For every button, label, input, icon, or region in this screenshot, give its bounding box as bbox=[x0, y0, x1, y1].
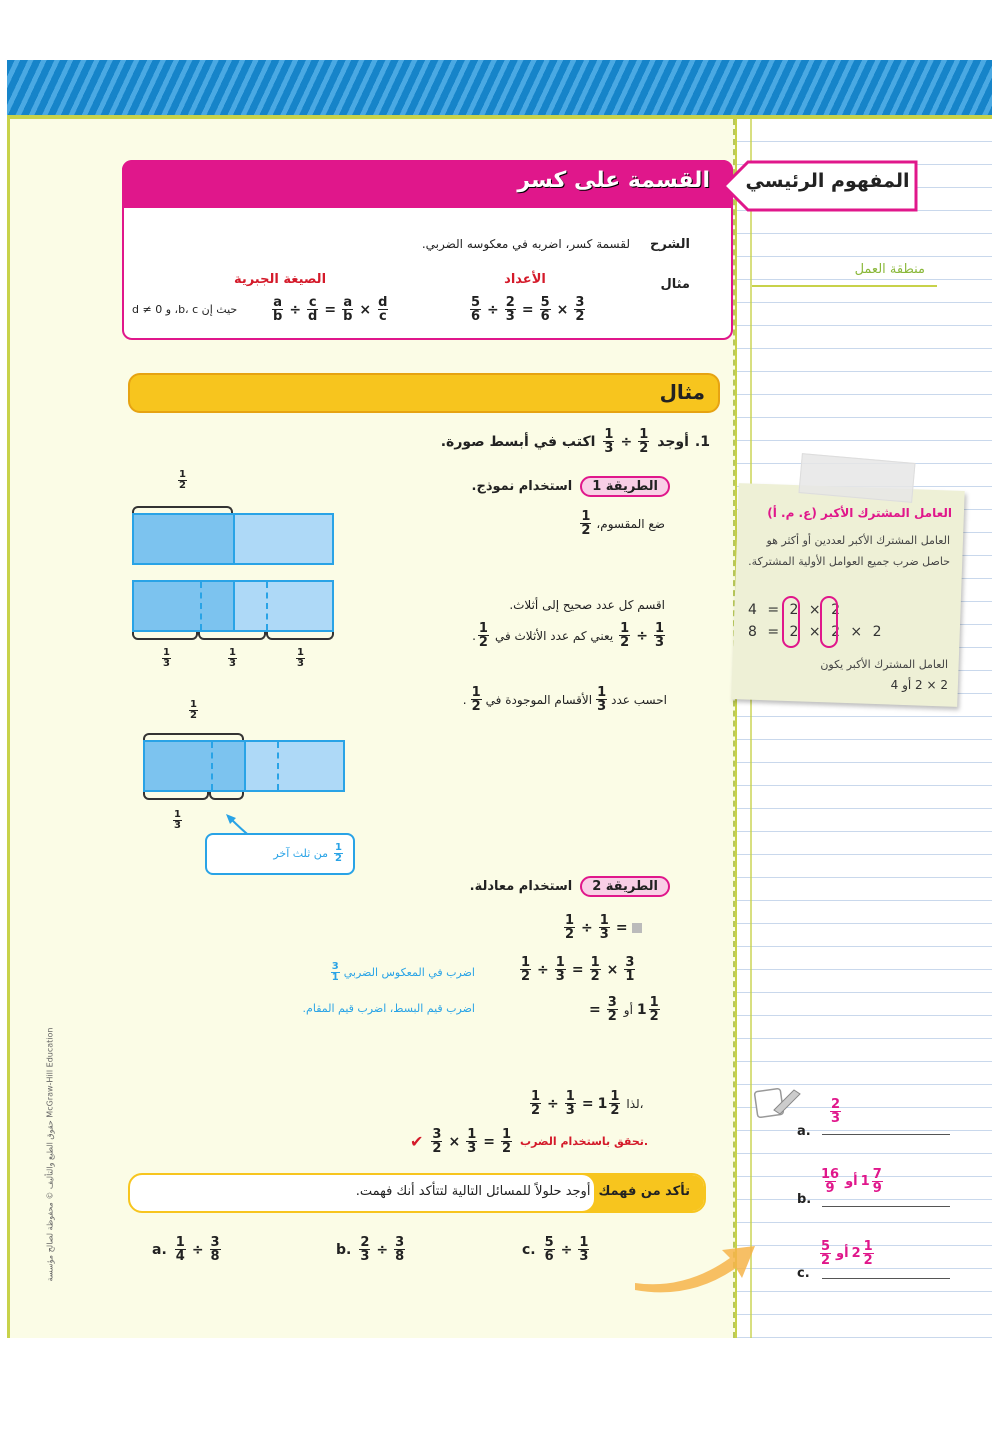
answer-a: $\frac{2}{3}$ bbox=[831, 1097, 841, 1126]
note-title: العامل المشترك الأكبر (ع. م. أ) bbox=[767, 506, 952, 520]
notebook-margin-line bbox=[750, 119, 752, 1338]
exercise-b: b. $\frac{2}{3}$ ÷ $\frac{3}{8}$ bbox=[336, 1235, 405, 1264]
answer-a-line bbox=[822, 1134, 950, 1135]
words-text: لقسمة كسر، اضربه في معكوسه الضربي. bbox=[421, 237, 630, 251]
algebra-example: $\frac{a}{b}$ ÷ $\frac{c}{d}$ = $\frac{a}{b}$ × $\frac{d}{c}$ bbox=[273, 295, 388, 324]
note-footer: العامل المشترك الأكبر يكون bbox=[820, 658, 948, 671]
model3-brace-2 bbox=[209, 792, 244, 800]
check-header bbox=[240, 1184, 690, 1199]
model2-label-3: $\frac{1}{3}$ bbox=[297, 647, 304, 669]
answer-a-label: a. bbox=[797, 1124, 811, 1139]
words-label: الشرح bbox=[649, 237, 690, 252]
eq-line-3: = $\frac{3}{2}$ أو 1 $\frac{1}{2}$ bbox=[589, 995, 659, 1024]
method2-note1: اضرب في المعكوس الضربي $\frac{3}{1}$ bbox=[331, 961, 475, 983]
method1-step3-text: احسب عدد bbox=[611, 692, 667, 707]
method1-step1-text: ضع المقسوم، bbox=[596, 516, 665, 531]
model3-top-label: $\frac{1}{2}$ bbox=[190, 699, 197, 721]
example-label: مثال bbox=[660, 277, 690, 292]
pencil-icon bbox=[752, 1084, 804, 1124]
answer-c: $\frac{5}{2}$ أو 2 $\frac{1}{2}$ bbox=[821, 1239, 873, 1268]
exercise-a: a. $\frac{1}{4}$ ÷ $\frac{3}{8}$ bbox=[152, 1235, 220, 1264]
exercise-c: c. $\frac{5}{6}$ ÷ $\frac{1}{3}$ bbox=[522, 1235, 589, 1264]
method1-pill: الطريقة 1 bbox=[580, 476, 670, 497]
concept-tab-label: المفهوم الرئيسي bbox=[745, 170, 910, 192]
model2-brace-3 bbox=[266, 632, 334, 640]
answer-b-line bbox=[822, 1206, 950, 1207]
problem-1: 1. أوجد $\frac{1}{2}$ ÷ $\frac{1}{3}$ اكتب في أبسط صورة. bbox=[440, 427, 710, 456]
method2-note2: اضرب قيم البسط، اضرب قيم المقام. bbox=[302, 1002, 475, 1015]
work-zone-label: منطقة العمل bbox=[854, 262, 925, 277]
concept-title: القسمة على كسر bbox=[517, 168, 710, 193]
notebook-sidebar bbox=[735, 119, 992, 1338]
method2-note1-text: اضرب في المعكوس الضربي bbox=[343, 966, 475, 979]
method1-step1: ضع المقسوم، $\frac{1}{2}$ bbox=[581, 509, 665, 538]
method1-step2: اقسم كل عدد صحيح إلى أثلاث. bbox=[509, 598, 665, 612]
method1-step3: احسب عدد $\frac{1}{3}$ الأقسام الموجودة في $\frac{1}{2}$ . bbox=[462, 685, 667, 714]
answer-c-label: c. bbox=[797, 1266, 810, 1281]
method1-step2b: $\frac{1}{3}$ ÷ $\frac{1}{2}$ يعني كم عدد الأثلاث في $\frac{1}{2}$ . bbox=[472, 621, 664, 650]
model2-brace-2 bbox=[198, 632, 266, 640]
eq-line-1: $\frac{1}{2}$ ÷ $\frac{1}{3}$ = bbox=[562, 914, 642, 941]
answer-c-line bbox=[822, 1278, 950, 1279]
eq-line-2: $\frac{1}{2}$ ÷ $\frac{1}{3}$ = $\frac{1}{2}$ × $\frac{3}{1}$ bbox=[521, 955, 635, 984]
callout-text: $\frac{1}{2}$ من ثلث آخر bbox=[273, 842, 342, 864]
answers-arrow bbox=[630, 1228, 760, 1298]
method1-heading bbox=[420, 476, 670, 497]
example-header: مثال bbox=[659, 380, 705, 404]
check-header-b: أوجد حلولاً للمسائل التالية لتتأكد أنك فهمت. bbox=[355, 1184, 591, 1199]
callout-label: من ثلث آخر bbox=[273, 847, 329, 860]
method2-title: استخدام معادلة. bbox=[469, 879, 573, 894]
model1-bar bbox=[132, 513, 334, 565]
numbers-label: الأعداد bbox=[504, 272, 546, 287]
so-label: لذا، bbox=[626, 1096, 644, 1111]
algebra-label: الصيغة الجبرية bbox=[233, 272, 327, 287]
work-zone-underline bbox=[752, 285, 937, 287]
method2-pill: الطريقة 2 bbox=[580, 876, 670, 897]
algebra-condition: حيث إن b، c، و d ≠ 0 bbox=[132, 303, 238, 316]
so-line: $\frac{1}{2}$ ÷ $\frac{1}{3}$ = 1 $\frac{1}{2}$ لذا، bbox=[531, 1089, 644, 1118]
method2-heading bbox=[420, 876, 670, 897]
model2-label-1: $\frac{1}{3}$ bbox=[163, 647, 170, 669]
note-result: 2 × 2 أو 4 bbox=[890, 678, 948, 692]
model3-brace-1 bbox=[143, 792, 209, 800]
check-header-a: تأكد من فهمك bbox=[598, 1184, 690, 1199]
note-circle-1 bbox=[782, 596, 800, 648]
model2-brace-1 bbox=[132, 632, 198, 640]
note-row1: 4 = 2 × 2 bbox=[748, 602, 843, 618]
top-banner bbox=[7, 60, 992, 115]
method1-step2b-text: يعني كم عدد الأثلاث في bbox=[494, 628, 614, 643]
column-separator bbox=[733, 119, 735, 1338]
problem-text-b: اكتب في أبسط صورة. bbox=[440, 433, 596, 450]
model3-label: $\frac{1}{3}$ bbox=[174, 809, 181, 831]
check-line: ✔ $\frac{3}{2}$ × $\frac{1}{3}$ = $\frac{1}{2}$ تحقق باستخدام الضرب. bbox=[410, 1127, 649, 1156]
numbers-example: $\frac{5}{6}$ ÷ $\frac{2}{3}$ = $\frac{5}{6}$ × $\frac{3}{2}$ bbox=[471, 295, 585, 324]
model2-label-2: $\frac{1}{3}$ bbox=[229, 647, 236, 669]
eq-or: أو bbox=[623, 1002, 633, 1017]
problem-text-a: أوجد bbox=[657, 433, 689, 450]
note-row2: 8 = 2 × 2 × 2 bbox=[748, 624, 885, 640]
note-body: العامل المشترك الأكبر لعددين أو أكثر هو حاصل ضرب جميع العوامل الأولية المشتركة. bbox=[748, 534, 950, 568]
note-circle-2 bbox=[820, 596, 838, 648]
copyright: حقوق الطبع والتأليف © محفوظة لصالح مؤسسة McGraw-Hill Education bbox=[45, 1027, 55, 1282]
problem-number: 1. bbox=[694, 433, 710, 450]
model2-bar bbox=[132, 580, 334, 632]
method1-step3b-text: الأقسام الموجودة في bbox=[485, 692, 593, 707]
check-label: تحقق باستخدام الضرب. bbox=[520, 1135, 649, 1148]
model3-bar bbox=[143, 740, 345, 792]
answer-b: $\frac{16}{9}$ أو 1 $\frac{7}{9}$ bbox=[821, 1167, 882, 1196]
model1-top-label: $\frac{1}{2}$ bbox=[179, 469, 186, 491]
method1-title: استخدام نموذج. bbox=[471, 479, 573, 494]
answer-b-label: b. bbox=[797, 1192, 812, 1207]
